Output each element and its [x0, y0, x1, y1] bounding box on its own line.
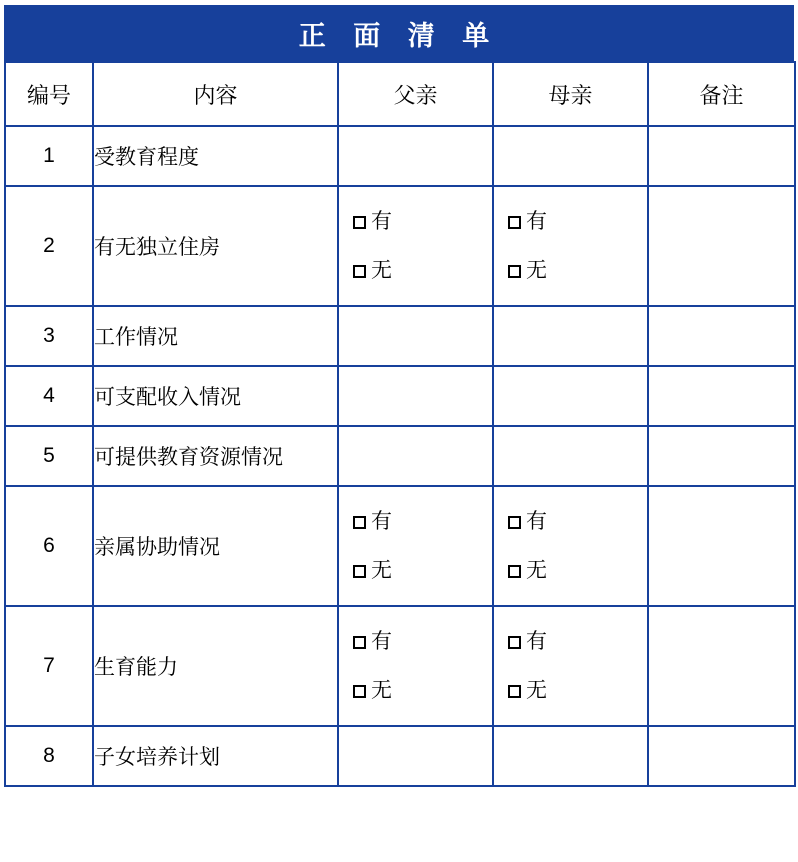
row-remark-cell[interactable]	[648, 606, 795, 726]
row-number: 3	[5, 306, 93, 366]
row-father-value[interactable]	[339, 727, 492, 785]
row-6-father-checkbox-label-no: 无	[371, 559, 392, 582]
row-father-cell	[338, 606, 493, 726]
checkbox-icon[interactable]	[508, 636, 521, 649]
table-row	[5, 306, 795, 366]
row-mother-cell	[493, 606, 648, 726]
page-title-text: 正 面 清 单	[298, 20, 500, 51]
row-6-mother-checkbox-yes[interactable]	[508, 511, 647, 532]
row-7-father-checkbox-yes[interactable]	[353, 631, 492, 652]
row-mother-value[interactable]	[494, 307, 647, 365]
row-2-mother-checkbox-yes[interactable]	[508, 211, 647, 232]
row-6-mother-checkbox-label-no: 无	[526, 559, 547, 582]
row-father-value[interactable]	[339, 307, 492, 365]
row-7-mother-checkbox-label-no: 无	[526, 679, 547, 702]
checkbox-icon[interactable]	[508, 565, 521, 578]
row-father-input-cell[interactable]	[338, 426, 493, 486]
row-mother-input-cell[interactable]	[493, 306, 648, 366]
row-6-mother-check-group	[494, 487, 647, 605]
row-remark-cell[interactable]	[648, 426, 795, 486]
row-father-input-cell[interactable]	[338, 726, 493, 786]
row-7-father-checkbox-label-no: 无	[371, 679, 392, 702]
row-content: 可支配收入情况	[93, 366, 338, 426]
checkbox-icon[interactable]	[353, 516, 366, 529]
table-row	[5, 726, 795, 786]
row-7-father-checkbox-no[interactable]	[353, 680, 492, 701]
row-content: 受教育程度	[93, 126, 338, 186]
row-remark-cell[interactable]	[648, 306, 795, 366]
row-mother-cell	[493, 186, 648, 306]
row-6-father-checkbox-label-yes: 有	[371, 510, 392, 533]
row-mother-value[interactable]	[494, 367, 647, 425]
row-father-value[interactable]	[339, 427, 492, 485]
row-remark-cell[interactable]	[648, 126, 795, 186]
row-remark-cell[interactable]	[648, 486, 795, 606]
table-row	[5, 426, 795, 486]
row-number: 1	[5, 126, 93, 186]
row-6-father-checkbox-yes[interactable]	[353, 511, 492, 532]
column-header-father: 父亲	[338, 62, 493, 126]
checkbox-icon[interactable]	[508, 516, 521, 529]
row-father-value[interactable]	[339, 367, 492, 425]
row-content: 可提供教育资源情况	[93, 426, 338, 486]
table-row	[5, 186, 795, 306]
table-body	[5, 126, 795, 786]
row-mother-input-cell[interactable]	[493, 366, 648, 426]
row-content: 工作情况	[93, 306, 338, 366]
table-row	[5, 126, 795, 186]
row-2-father-checkbox-yes[interactable]	[353, 211, 492, 232]
column-header-no: 编号	[5, 62, 93, 126]
row-content: 亲属协助情况	[93, 486, 338, 606]
row-mother-value[interactable]	[494, 427, 647, 485]
row-father-input-cell[interactable]	[338, 306, 493, 366]
checkbox-icon[interactable]	[508, 685, 521, 698]
row-7-father-check-group	[339, 607, 492, 725]
row-2-father-checkbox-no[interactable]	[353, 260, 492, 281]
row-number: 5	[5, 426, 93, 486]
row-mother-cell	[493, 486, 648, 606]
table-row	[5, 366, 795, 426]
table-header-row	[5, 62, 795, 126]
row-remark-cell[interactable]	[648, 366, 795, 426]
row-2-father-checkbox-label-no: 无	[371, 259, 392, 282]
row-remark-cell[interactable]	[648, 186, 795, 306]
row-father-cell	[338, 186, 493, 306]
row-6-father-check-group	[339, 487, 492, 605]
row-mother-input-cell[interactable]	[493, 426, 648, 486]
row-content: 子女培养计划	[93, 726, 338, 786]
row-mother-input-cell[interactable]	[493, 126, 648, 186]
row-remark-cell[interactable]	[648, 726, 795, 786]
row-number: 2	[5, 186, 93, 306]
column-header-mother: 母亲	[493, 62, 648, 126]
checkbox-icon[interactable]	[508, 265, 521, 278]
table-row	[5, 606, 795, 726]
row-7-mother-checkbox-label-yes: 有	[526, 630, 547, 653]
row-number: 4	[5, 366, 93, 426]
row-content: 生育能力	[93, 606, 338, 726]
row-mother-input-cell[interactable]	[493, 726, 648, 786]
row-2-mother-check-group	[494, 187, 647, 305]
row-7-mother-checkbox-yes[interactable]	[508, 631, 647, 652]
row-father-cell	[338, 486, 493, 606]
row-6-mother-checkbox-no[interactable]	[508, 560, 647, 581]
checkbox-icon[interactable]	[508, 216, 521, 229]
row-2-father-check-group	[339, 187, 492, 305]
table-header	[5, 62, 795, 126]
row-number: 8	[5, 726, 93, 786]
positive-list-table	[4, 61, 796, 787]
row-2-father-checkbox-label-yes: 有	[371, 210, 392, 233]
row-number: 7	[5, 606, 93, 726]
column-header-remark: 备注	[648, 62, 795, 126]
row-2-mother-checkbox-label-yes: 有	[526, 210, 547, 233]
row-2-mother-checkbox-no[interactable]	[508, 260, 647, 281]
row-father-input-cell[interactable]	[338, 366, 493, 426]
table-row	[5, 486, 795, 606]
column-header-content: 内容	[93, 62, 338, 126]
checkbox-icon[interactable]	[353, 636, 366, 649]
row-7-mother-check-group	[494, 607, 647, 725]
row-number: 6	[5, 486, 93, 606]
checkbox-icon[interactable]	[353, 565, 366, 578]
row-father-input-cell[interactable]	[338, 126, 493, 186]
checkbox-icon[interactable]	[353, 265, 366, 278]
page-title	[4, 5, 794, 61]
row-mother-value[interactable]	[494, 127, 647, 185]
row-2-mother-checkbox-label-no: 无	[526, 259, 547, 282]
row-content: 有无独立住房	[93, 186, 338, 306]
row-mother-value[interactable]	[494, 727, 647, 785]
checkbox-icon[interactable]	[353, 216, 366, 229]
row-6-mother-checkbox-label-yes: 有	[526, 510, 547, 533]
checkbox-icon[interactable]	[353, 685, 366, 698]
row-7-mother-checkbox-no[interactable]	[508, 680, 647, 701]
row-7-father-checkbox-label-yes: 有	[371, 630, 392, 653]
row-6-father-checkbox-no[interactable]	[353, 560, 492, 581]
row-father-value[interactable]	[339, 127, 492, 185]
